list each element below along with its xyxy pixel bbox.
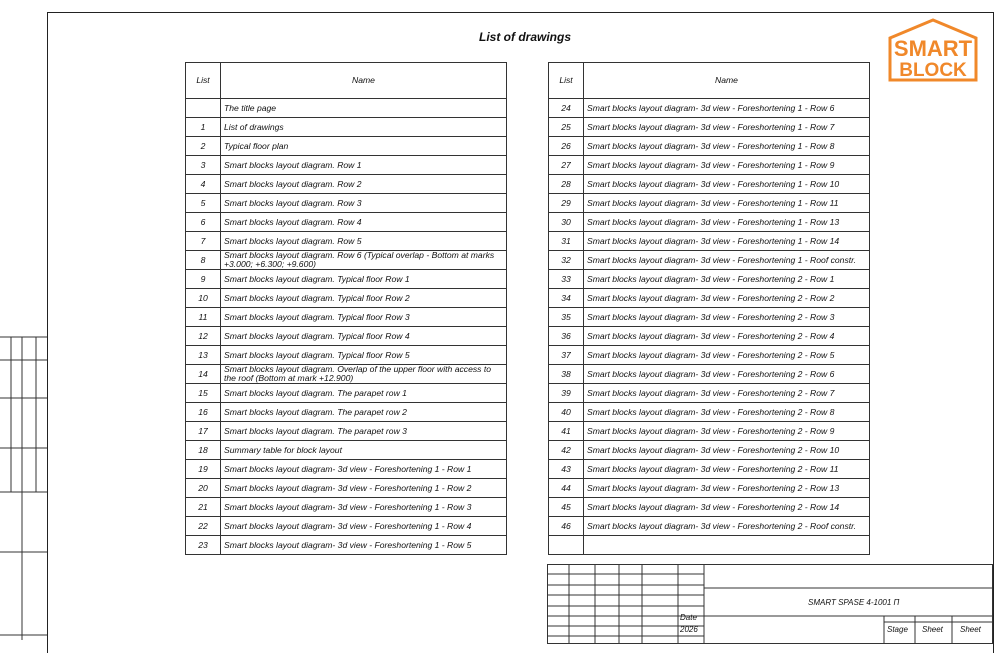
drawing-name: Smart blocks layout diagram. Row 1 (221, 156, 507, 175)
header-name: Name (584, 63, 870, 99)
table-row (186, 460, 507, 479)
drawing-name: Smart blocks layout diagram- 3d view - Foreshortening 1 - Row 10 (584, 175, 870, 194)
sheet-number: 17 (186, 422, 221, 441)
table-row (549, 498, 870, 517)
drawing-name (584, 536, 870, 555)
table-row (549, 270, 870, 289)
table-row (549, 536, 870, 555)
drawing-name: Smart blocks layout diagram- 3d view - Foreshortening 2 - Row 6 (584, 365, 870, 384)
sheet-number: 15 (186, 384, 221, 403)
drawing-name: Smart blocks layout diagram. Typical floor Row 2 (221, 289, 507, 308)
drawing-name: Smart blocks layout diagram- 3d view - Foreshortening 1 - Row 3 (221, 498, 507, 517)
drawing-name: Smart blocks layout diagram- 3d view - Foreshortening 2 - Row 10 (584, 441, 870, 460)
sheet-number: 6 (186, 213, 221, 232)
sheet-number: 43 (549, 460, 584, 479)
table-row (186, 137, 507, 156)
sheet-number: 44 (549, 479, 584, 498)
table-row (549, 156, 870, 175)
drawing-name: Smart blocks layout diagram. The parapet row 1 (221, 384, 507, 403)
drawing-name: Smart blocks layout diagram. The parapet row 2 (221, 403, 507, 422)
drawing-name: Smart blocks layout diagram- 3d view - Foreshortening 2 - Row 2 (584, 289, 870, 308)
sheet-number: 10 (186, 289, 221, 308)
sheet-number: 23 (186, 536, 221, 555)
table-row (186, 156, 507, 175)
drawing-name: Smart blocks layout diagram. Row 4 (221, 213, 507, 232)
drawing-name: Smart blocks layout diagram. Typical floor Row 3 (221, 308, 507, 327)
table-row (186, 118, 507, 137)
sheet-number: 9 (186, 270, 221, 289)
table-row (186, 289, 507, 308)
sheet-number: 8 (186, 251, 221, 270)
drawing-name: Smart blocks layout diagram- 3d view - Foreshortening 1 - Row 7 (584, 118, 870, 137)
sheet-number (549, 536, 584, 555)
drawing-name: Smart blocks layout diagram- 3d view - Foreshortening 2 - Row 7 (584, 384, 870, 403)
drawing-name: Smart blocks layout diagram. Row 3 (221, 194, 507, 213)
drawing-name: Smart blocks layout diagram. Row 2 (221, 175, 507, 194)
table-row (186, 346, 507, 365)
sheet-number: 14 (186, 365, 221, 384)
drawing-name: Smart blocks layout diagram. Row 5 (221, 232, 507, 251)
document-code: SMART SPASE 4-1001 П (808, 598, 900, 607)
drawing-name: Smart blocks layout diagram- 3d view - Foreshortening 2 - Row 4 (584, 327, 870, 346)
drawing-name: Smart blocks layout diagram- 3d view - Foreshortening 2 - Row 8 (584, 403, 870, 422)
header-list: List (549, 63, 584, 99)
drawing-name: Smart blocks layout diagram- 3d view - Foreshortening 1 - Row 14 (584, 232, 870, 251)
sheets-label: Sheet (960, 625, 981, 634)
table-row (186, 536, 507, 555)
sheet-label: Sheet (922, 625, 943, 634)
table-row (549, 403, 870, 422)
table-row (186, 479, 507, 498)
drawing-name: Smart blocks layout diagram- 3d view - Foreshortening 2 - Row 3 (584, 308, 870, 327)
table-row (549, 441, 870, 460)
sheet-number: 32 (549, 251, 584, 270)
drawing-name: Smart blocks layout diagram- 3d view - Foreshortening 1 - Row 2 (221, 479, 507, 498)
drawing-name: Typical floor plan (221, 137, 507, 156)
sheet-number: 33 (549, 270, 584, 289)
sheet-number: 16 (186, 403, 221, 422)
drawing-name: Smart blocks layout diagram- 3d view - Foreshortening 2 - Row 5 (584, 346, 870, 365)
table-row (186, 365, 507, 384)
table-row (186, 441, 507, 460)
table-row (549, 308, 870, 327)
table-row (549, 422, 870, 441)
sheet-number: 18 (186, 441, 221, 460)
drawing-name: Smart blocks layout diagram- 3d view - Foreshortening 1 - Row 13 (584, 213, 870, 232)
header-name: Name (221, 63, 507, 99)
drawing-name: Smart blocks layout diagram- 3d view - Foreshortening 1 - Row 5 (221, 536, 507, 555)
drawing-name: Smart blocks layout diagram- 3d view - Foreshortening 2 - Row 9 (584, 422, 870, 441)
smart-block-logo (886, 18, 980, 82)
stage-label: Stage (887, 625, 908, 634)
table-row (186, 498, 507, 517)
drawing-name: Smart blocks layout diagram- 3d view - Foreshortening 1 - Row 9 (584, 156, 870, 175)
drawing-name: Smart blocks layout diagram- 3d view - Foreshortening 2 - Row 1 (584, 270, 870, 289)
sheet-number: 41 (549, 422, 584, 441)
sheet-number: 39 (549, 384, 584, 403)
drawing-name: Smart blocks layout diagram- 3d view - Foreshortening 1 - Row 8 (584, 137, 870, 156)
table-row (186, 251, 507, 270)
sheet-number: 21 (186, 498, 221, 517)
drawing-name: Smart blocks layout diagram. Row 6 (Typical overlap - Bottom at marks +3.000; +6.300; +9.600) (221, 251, 507, 270)
table-row (549, 384, 870, 403)
sheet-number: 28 (549, 175, 584, 194)
date-label: Date (680, 613, 697, 622)
sheet-number (186, 99, 221, 118)
table-row (186, 384, 507, 403)
sheet-number: 22 (186, 517, 221, 536)
sheet-number: 42 (549, 441, 584, 460)
table-row (549, 327, 870, 346)
sheet-number: 31 (549, 232, 584, 251)
sheet-number: 35 (549, 308, 584, 327)
logo-text-bottom: BLOCK (899, 60, 967, 81)
sheet-number: 37 (549, 346, 584, 365)
table-row (186, 232, 507, 251)
sheet-number: 11 (186, 308, 221, 327)
sheet-number: 25 (549, 118, 584, 137)
table-row (549, 137, 870, 156)
drawings-table-left (185, 62, 507, 555)
sheet-number: 40 (549, 403, 584, 422)
table-row (549, 175, 870, 194)
table-row (186, 194, 507, 213)
drawing-name: Smart blocks layout diagram- 3d view - Foreshortening 1 - Row 1 (221, 460, 507, 479)
table-row (549, 479, 870, 498)
table-row (186, 403, 507, 422)
drawing-name: Smart blocks layout diagram- 3d view - Foreshortening 1 - Row 6 (584, 99, 870, 118)
sheet-number: 7 (186, 232, 221, 251)
sheet-number: 4 (186, 175, 221, 194)
sheet-number: 13 (186, 346, 221, 365)
sheet-number: 20 (186, 479, 221, 498)
sheet-number: 3 (186, 156, 221, 175)
sheet-number: 26 (549, 137, 584, 156)
drawing-name: Smart blocks layout diagram- 3d view - Foreshortening 2 - Row 11 (584, 460, 870, 479)
sheet-number: 34 (549, 289, 584, 308)
table-row (186, 270, 507, 289)
drawing-name: Smart blocks layout diagram. The parapet row 3 (221, 422, 507, 441)
table-row (549, 517, 870, 536)
table-row (186, 213, 507, 232)
logo-text-top: SMART (893, 36, 973, 61)
drawing-name: Summary table for block layout (221, 441, 507, 460)
drawing-name: Smart blocks layout diagram- 3d view - Foreshortening 2 - Roof constr. (584, 517, 870, 536)
drawing-name: Smart blocks layout diagram. Typical floor Row 1 (221, 270, 507, 289)
table-row (186, 308, 507, 327)
table-row (186, 175, 507, 194)
table-row (549, 289, 870, 308)
table-row (549, 99, 870, 118)
sheet-number: 24 (549, 99, 584, 118)
drawing-name: Smart blocks layout diagram. Typical floor Row 4 (221, 327, 507, 346)
drawing-name: Smart blocks layout diagram- 3d view - Foreshortening 1 - Row 11 (584, 194, 870, 213)
date-year: 2026 (680, 625, 698, 634)
drawing-name: The title page (221, 99, 507, 118)
table-row (549, 118, 870, 137)
table-row (549, 251, 870, 270)
drawing-name: Smart blocks layout diagram. Overlap of the upper floor with access to the roof (Bottom at mark +12.900) (221, 365, 507, 384)
sheet-number: 12 (186, 327, 221, 346)
sheet-number: 45 (549, 498, 584, 517)
drawing-name: Smart blocks layout diagram- 3d view - Foreshortening 2 - Row 13 (584, 479, 870, 498)
drawings-table-right (548, 62, 870, 555)
page-title: List of drawings (478, 30, 571, 44)
sheet-number: 30 (549, 213, 584, 232)
sheet-number: 5 (186, 194, 221, 213)
table-row (186, 517, 507, 536)
drawing-name: Smart blocks layout diagram- 3d view - Foreshortening 1 - Row 4 (221, 517, 507, 536)
table-row (186, 99, 507, 118)
sheet-number: 27 (549, 156, 584, 175)
table-row (549, 194, 870, 213)
table-row (549, 460, 870, 479)
drawing-name: Smart blocks layout diagram- 3d view - Foreshortening 1 - Roof constr. (584, 251, 870, 270)
header-list: List (186, 63, 221, 99)
table-row (549, 232, 870, 251)
table-row (549, 346, 870, 365)
drawing-name: List of drawings (221, 118, 507, 137)
sheet-number: 46 (549, 517, 584, 536)
table-row (549, 213, 870, 232)
sheet-number: 2 (186, 137, 221, 156)
table-row (186, 422, 507, 441)
table-row (549, 365, 870, 384)
sheet-number: 36 (549, 327, 584, 346)
sheet-number: 19 (186, 460, 221, 479)
sheet-number: 29 (549, 194, 584, 213)
sheet-number: 1 (186, 118, 221, 137)
sheet-number: 38 (549, 365, 584, 384)
drawing-name: Smart blocks layout diagram- 3d view - Foreshortening 2 - Row 14 (584, 498, 870, 517)
left-margin-stamp (0, 0, 48, 640)
drawing-name: Smart blocks layout diagram. Typical floor Row 5 (221, 346, 507, 365)
table-row (186, 327, 507, 346)
